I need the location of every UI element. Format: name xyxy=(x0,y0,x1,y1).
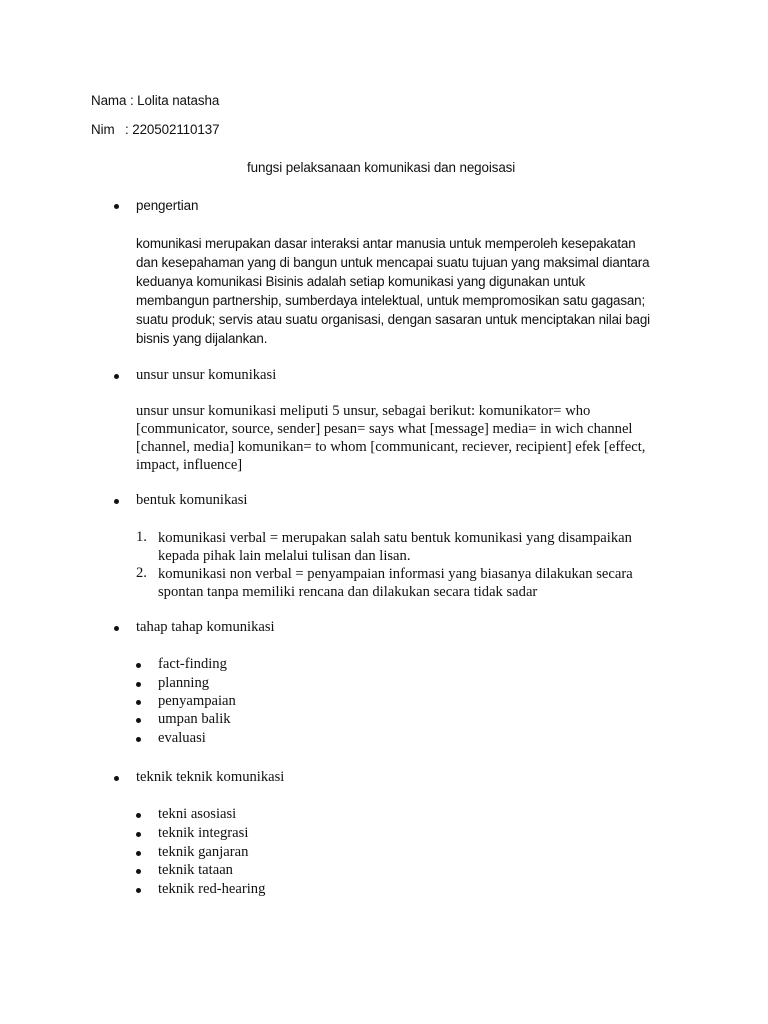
paragraph-line: suatu produk; servis atau suatu organisasi, dengan sasaran untuk menciptakan nilai bagi xyxy=(136,312,650,327)
bullet-icon xyxy=(114,776,119,781)
bullet-icon xyxy=(114,499,119,504)
list-item: teknik integrasi xyxy=(158,825,249,841)
bullet-icon xyxy=(114,626,119,631)
paragraph-pengertian xyxy=(136,234,692,348)
paragraph-line: membangun partnership, sumberdaya intelektual, untuk mempromosikan satu gagasan; xyxy=(136,293,646,308)
numbered-item-line: komunikasi verbal = merupakan salah satu bentuk komunikasi yang disampaikan xyxy=(158,530,632,546)
list-item: teknik ganjaran xyxy=(158,844,249,860)
section-heading-pengertian: pengertian xyxy=(136,198,199,213)
list-item: umpan balik xyxy=(158,711,231,727)
list-item: teknik red-hearing xyxy=(158,881,266,897)
paragraph-unsur xyxy=(136,402,676,474)
bullet-icon xyxy=(136,851,141,856)
bullet-icon xyxy=(136,682,141,687)
section-heading-bentuk: bentuk komunikasi xyxy=(136,492,248,508)
paragraph-line: [channel, media] komunikan= to whom [communicant, reciever, recipient] efek [effect, xyxy=(136,439,646,455)
paragraph-line: dan kesepahaman yang di bangun untuk mencapai suatu tujuan yang maksimal diantara xyxy=(136,255,650,270)
bullet-icon xyxy=(136,832,141,837)
list-number: 1. xyxy=(136,529,147,545)
student-nim-label: Nim xyxy=(91,122,115,137)
list-item: tekni asosiasi xyxy=(158,806,237,822)
bullet-icon xyxy=(136,718,141,723)
bullet-icon xyxy=(136,737,141,742)
bullet-icon xyxy=(114,204,119,209)
list-item: evaluasi xyxy=(158,730,206,746)
bullet-icon xyxy=(136,663,141,668)
bullet-icon xyxy=(136,813,141,818)
numbered-item xyxy=(158,565,678,601)
bullet-icon xyxy=(136,700,141,705)
section-heading-teknik: teknik teknik komunikasi xyxy=(136,769,285,785)
bullet-icon xyxy=(136,888,141,893)
student-name: Nama : Lolita natasha xyxy=(91,93,220,108)
list-item: teknik tataan xyxy=(158,862,233,878)
list-number: 2. xyxy=(136,565,147,581)
numbered-item-line: kepada pihak lain melalui tulisan dan lisan. xyxy=(158,548,411,564)
paragraph-line: keduanya komunikasi Bisinis adalah setiap komunikasi yang digunakan untuk xyxy=(136,274,586,289)
paragraph-line: komunikasi merupakan dasar interaksi antar manusia untuk memperoleh kesepakatan xyxy=(136,236,636,251)
bullet-icon xyxy=(114,374,119,379)
paragraph-line: unsur unsur komunikasi meliputi 5 unsur, sebagai berikut: komunikator= who xyxy=(136,403,591,419)
paragraph-line: bisnis yang dijalankan. xyxy=(136,331,268,346)
list-item: fact-finding xyxy=(158,656,227,672)
bullet-icon xyxy=(136,869,141,874)
list-item: planning xyxy=(158,675,210,691)
section-heading-tahap: tahap tahap komunikasi xyxy=(136,619,275,635)
numbered-item-line: komunikasi non verbal = penyampaian informasi yang biasanya dilakukan secara xyxy=(158,566,633,582)
numbered-item-line: spontan tanpa memiliki rencana dan dilakukan secara tidak sadar xyxy=(158,584,538,600)
paragraph-line: [communicator, source, sender] pesan= says what [message] media= in wich channel xyxy=(136,421,633,437)
student-nim-value: : 220502110137 xyxy=(125,122,220,137)
document-title: fungsi pelaksanaan komunikasi dan negoisasi xyxy=(247,160,516,175)
section-heading-unsur: unsur unsur komunikasi xyxy=(136,367,277,383)
list-item: penyampaian xyxy=(158,693,236,709)
paragraph-line: impact, influence] xyxy=(136,457,243,473)
numbered-item xyxy=(158,529,678,565)
